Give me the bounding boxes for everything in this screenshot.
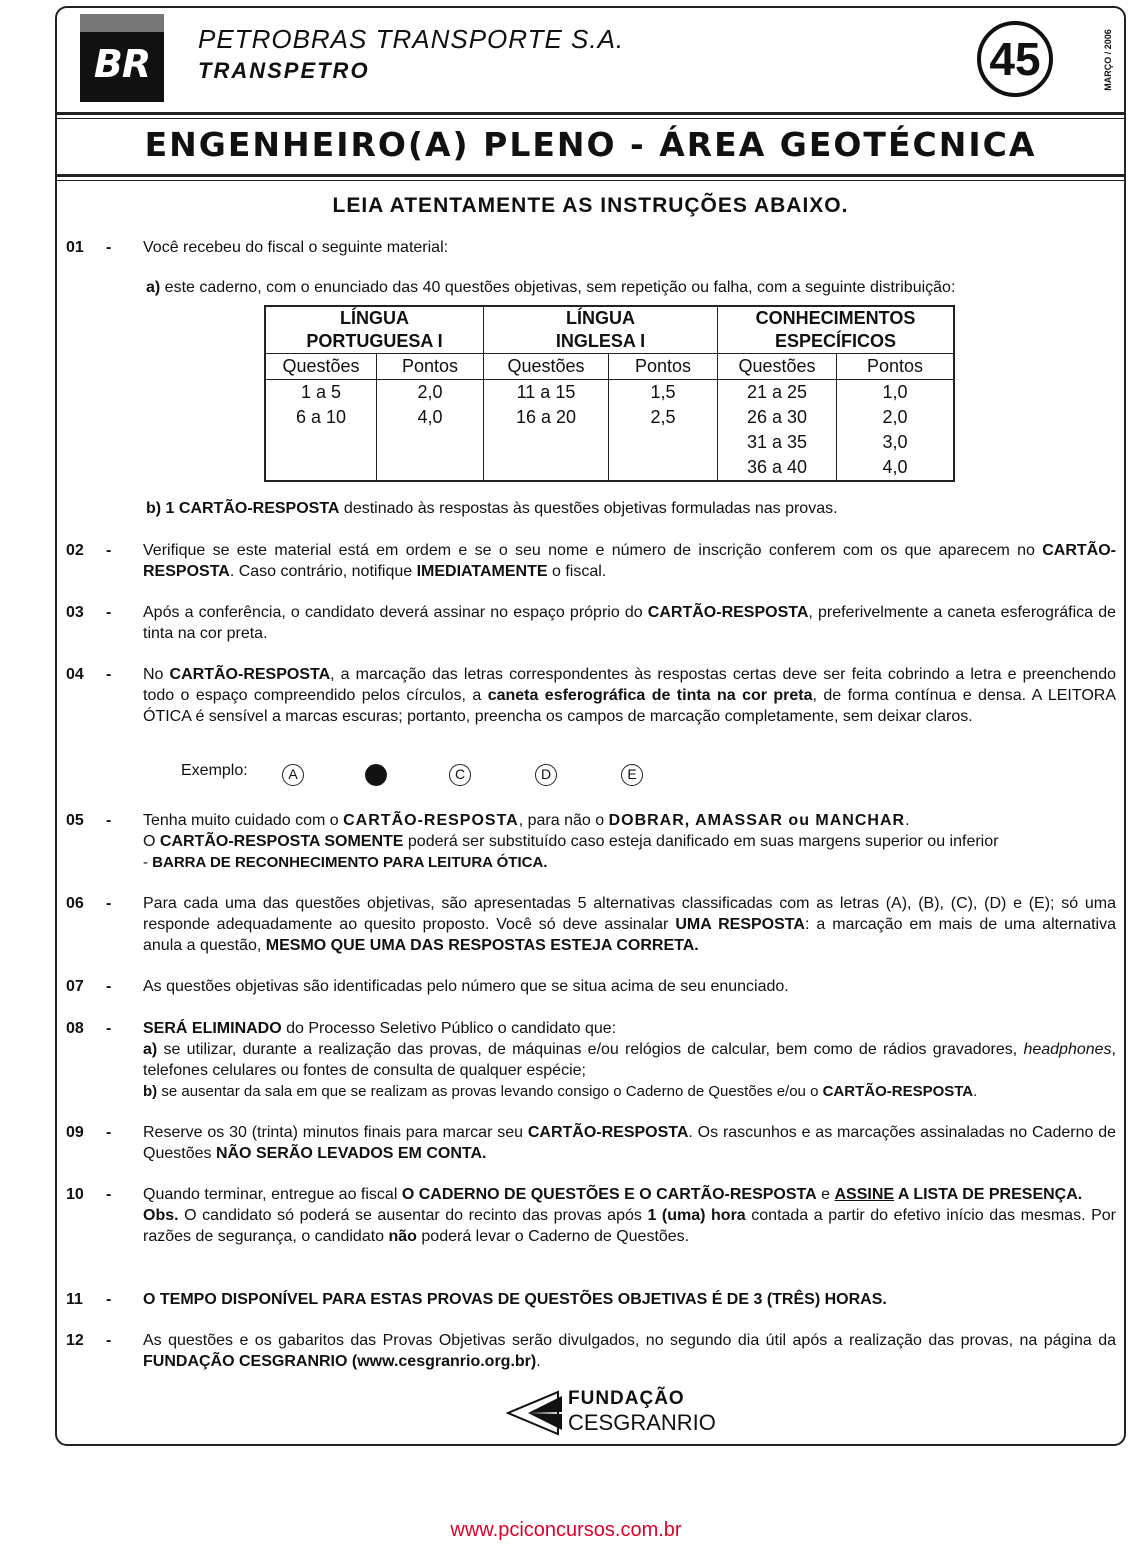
instructions-heading: LEIA ATENTAMENTE AS INSTRUÇÕES ABAIXO. (332, 194, 849, 217)
header-divider (55, 112, 1126, 115)
cesgranrio-line1: FUNDAÇÃO (568, 1388, 685, 1409)
instruction-10: 10 - Quando terminar, entregue ao fiscal O CADERNO DE QUESTÕES E O CARTÃO-RESPOSTA e ASSINE A LISTA DE PRESENÇA. Obs. O candidato só poderá se ausentar do recinto das provas após 1 (uma) hora contada a partir do efetivo início das mesmas. Por razões de segurança, o candidato não poderá levar o Caderno de Questões. (66, 1186, 1116, 1245)
instruction-09: 09 - Reserve os 30 (trinta) minutos finais para marcar seu CARTÃO-RESPOSTA. Os rascunhos e as marcações assinaladas no Caderno de Questões NÃO SERÃO LEVADOS EM CONTA. (66, 1124, 1117, 1162)
instruction-06: 06 - Para cada uma das questões objetivas, são apresentadas 5 alternativas classificadas com as letras (A), (B), (C), (D) e (E); só uma responde adequadamente ao quesito proposto. Você só deve assinalar UMA RESPOSTA: a marcação em mais de uma alternativa anula a questão, MESMO QUE UMA DAS RESPOSTAS ESTEJA CORRETA. (66, 895, 1116, 954)
header-divider-thin (55, 118, 1126, 119)
instruction-04: 04 - No CARTÃO-RESPOSTA, a marcação das letras correspondentes às respostas certas deve ser feita cobrindo a letra e preenchendo todo o espaço compreendido pelos círculos, a caneta esferográfica de tinta na cor preta, de forma contínua e densa. A LEITORA ÓTICA é sensível a marcas escuras; portanto, preencha os campos de marcação completamente, sem deixar claros. (66, 666, 1117, 725)
footer-link[interactable]: www.pciconcursos.com.br (450, 1519, 682, 1541)
cesgranrio-arrow-icon (506, 1386, 566, 1440)
instruction-03: 03 - Após a conferência, o candidato deverá assinar no espaço próprio do CARTÃO-RESPOSTA, preferivelmente a caneta esferográfica de tinta na cor preta. (66, 604, 1117, 642)
br-logo (80, 14, 164, 102)
title-divider (55, 174, 1126, 177)
table-row: 6 a 10 4,0 16 a 20 2,5 26 a 30 2,0 (265, 405, 954, 430)
example-option-d: D (535, 764, 557, 786)
instruction-12: 12 - As questões e os gabaritos das Provas Objetivas serão divulgados, no segundo dia útil após a realização das provas, na página da FUNDAÇÃO CESGRANRIO (www.cesgranrio.org.br). (66, 1332, 1116, 1370)
group-especificos: CONHECIMENTOS ESPECÍFICOS (718, 306, 955, 354)
group-portugues: LÍNGUA PORTUGUESA I (265, 306, 484, 354)
instruction-07: 07 - As questões objetivas são identificadas pelo número que se situa acima de seu enunciado. (66, 978, 789, 995)
instruction-01b: b) 1 CARTÃO-RESPOSTA destinado às respostas às questões objetivas formuladas nas provas. (146, 500, 838, 517)
cesgranrio-line2: CESGRANRIO (568, 1410, 716, 1435)
example-option-b-filled (365, 764, 387, 786)
br-logo-text: BR (93, 42, 151, 86)
example-option-e: E (621, 764, 643, 786)
table-row: 31 a 35 3,0 (265, 430, 954, 455)
group-ingles: LÍNGUA INGLESA I (484, 306, 718, 354)
table-subheader: Questões Pontos Questões Pontos Questões Pontos (265, 354, 954, 380)
company-name: PETROBRAS TRANSPORTE S.A. (198, 24, 625, 54)
instruction-05: 05 - Tenha muito cuidado com o CARTÃO-RESPOSTA, para não o DOBRAR, AMASSAR ou MANCHAR. O CARTÃO-RESPOSTA SOMENTE poderá ser substituído caso esteja danificado em suas margens superior ou inferior - BARRA DE RECONHECIMENTO PARA LEITURA ÓTICA. (66, 812, 999, 871)
instruction-11: 11 - O TEMPO DISPONÍVEL PARA ESTAS PROVAS DE QUESTÕES OBJETIVAS É DE 3 (TRÊS) HORAS. (66, 1291, 887, 1308)
instruction-01a: a) este caderno, com o enunciado das 40 questões objetivas, sem repetição ou falha, com a seguinte distribuição: (146, 279, 956, 296)
title-divider-thin (55, 180, 1126, 181)
example-option-a: A (282, 764, 304, 786)
table-row: 1 a 5 2,0 11 a 15 1,5 21 a 25 1,0 (265, 380, 954, 406)
subsidiary-name: TRANSPETRO (198, 58, 370, 83)
instruction-01: 01 - Você recebeu do fiscal o seguinte material: (66, 239, 449, 256)
cesgranrio-logo (506, 1386, 716, 1440)
page-title: ENGENHEIRO(A) PLENO - ÁREA GEOTÉCNICA (144, 125, 1037, 164)
example-option-c: C (449, 764, 471, 786)
exam-date: MARÇO / 2006 (1103, 29, 1113, 91)
exam-number-badge: 45 (977, 21, 1053, 97)
instruction-02: 02 - Verifique se este material está em ordem e se o seu nome e número de inscrição conferem com os que aparecem no CARTÃO-RESPOSTA. Caso contrário, notifique IMEDIATAMENTE o fiscal. (66, 542, 1116, 580)
question-distribution-table (264, 305, 955, 482)
instruction-08: 08 - SERÁ ELIMINADO do Processo Seletivo Público o candidato que: a) se utilizar, durante a realização das provas, de máquinas e/ou relógios de calcular, bem como de rádios gravadores, headphones, telefones celulares ou fontes de consulta de qualquer espécie; b) se ausentar da sala em que se realizam as provas levando consigo o Caderno de Questões e/ou o CARTÃO-RESPOSTA. (66, 1020, 1116, 1100)
example-label: Exemplo: (181, 762, 248, 779)
table-row: 36 a 40 4,0 (265, 455, 954, 481)
